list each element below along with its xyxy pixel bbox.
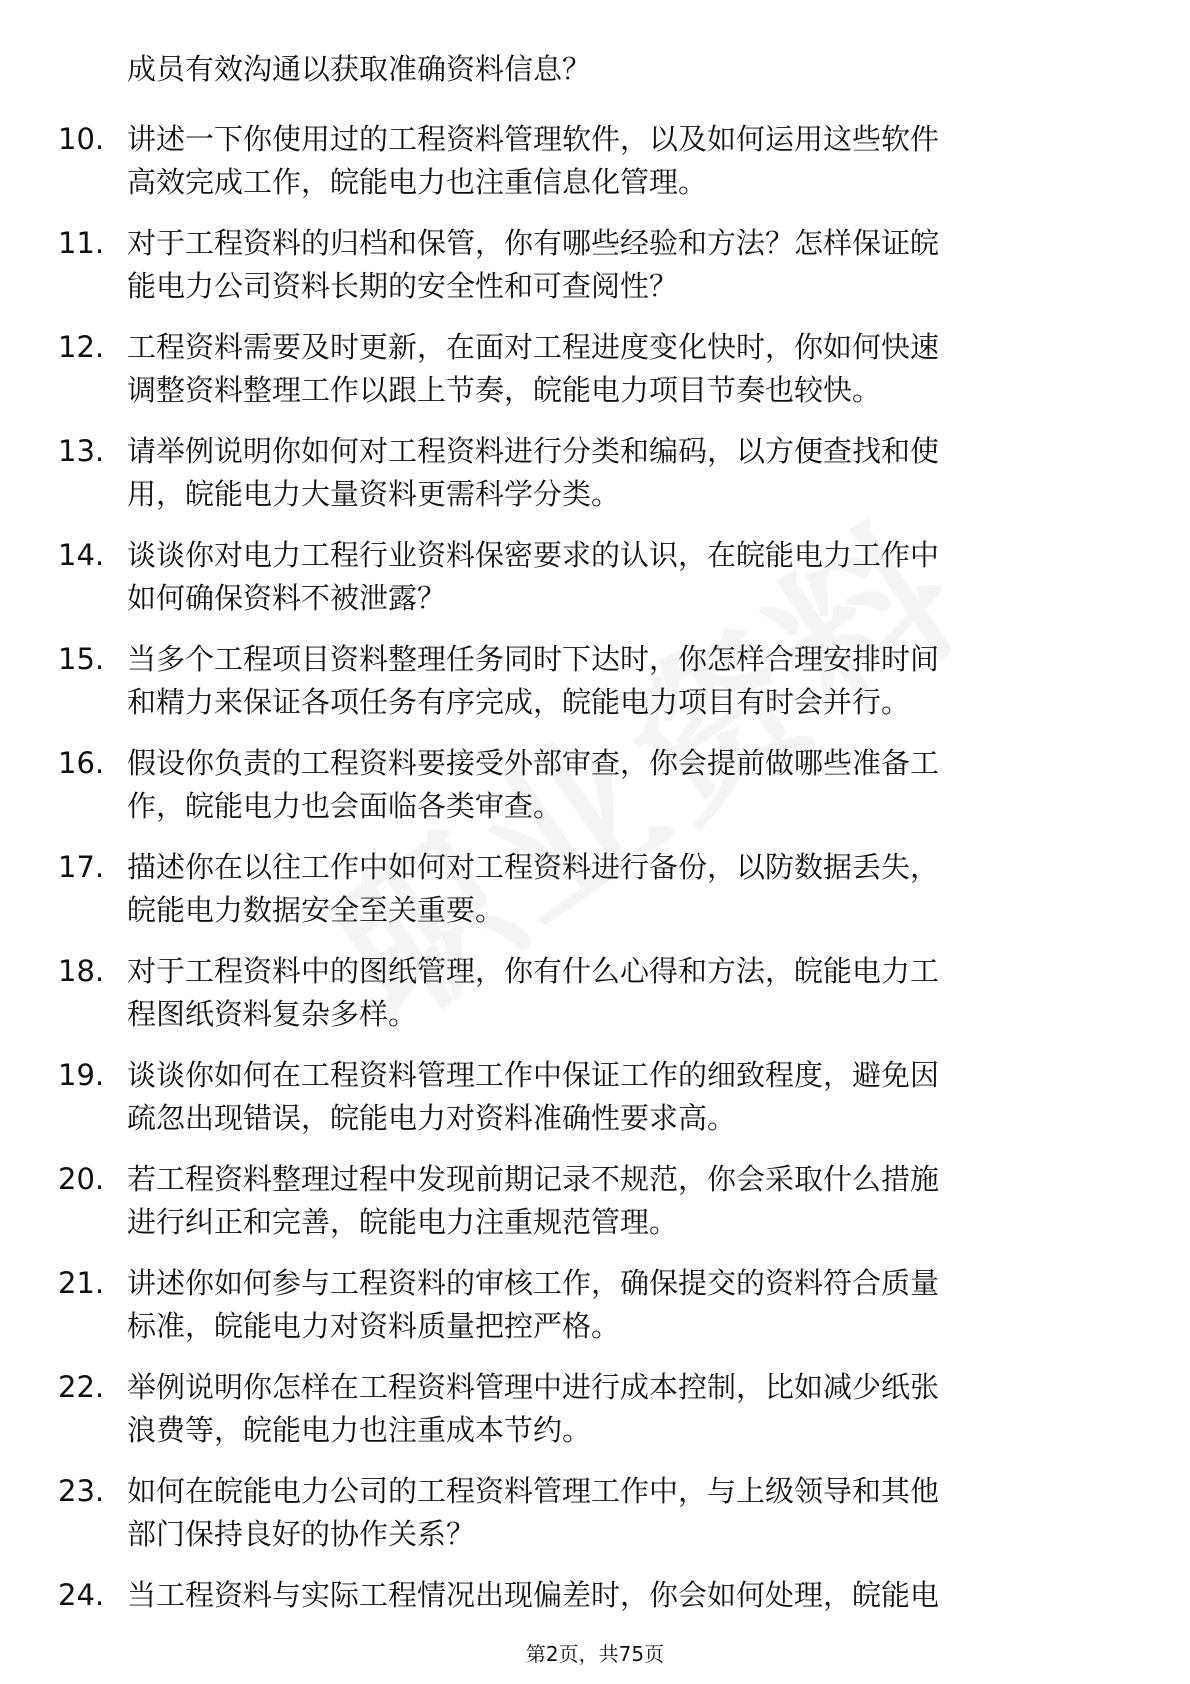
question-number: 24. — [58, 1578, 105, 1612]
question-text — [127, 1158, 1117, 1244]
question-number: 20. — [58, 1162, 105, 1196]
question-number: 17. — [58, 850, 105, 884]
question-item — [0, 1354, 1190, 1458]
question-text-line: 谈谈你如何在工程资料管理工作中保证工作的细致程度，避免因 — [127, 1058, 940, 1092]
question-text — [127, 222, 1117, 308]
question-text-line: 谈谈你对电力工程行业资料保密要求的认识，在皖能电力工作中 — [127, 538, 940, 572]
question-number: 22. — [58, 1370, 105, 1404]
question-text — [127, 1262, 1117, 1348]
question-text-line: 浪费等，皖能电力也注重成本节约。 — [127, 1413, 592, 1447]
question-text-line: 若工程资料整理过程中发现前期记录不规范，你会采取什么措施 — [127, 1162, 940, 1196]
page-footer: 第2页，共75页 — [525, 1642, 665, 1666]
question-number: 12. — [58, 330, 105, 364]
question-number: 14. — [58, 538, 105, 572]
question-text-line: 假设你负责的工程资料要接受外部审查，你会提前做哪些准备工 — [127, 746, 940, 780]
question-text — [127, 1366, 1117, 1452]
question-text-line: 标准，皖能电力对资料质量把控严格。 — [127, 1309, 621, 1343]
question-item — [0, 210, 1190, 314]
question-item — [0, 1458, 1190, 1562]
question-item — [0, 522, 1190, 626]
question-text-line: 描述你在以往工作中如何对工程资料进行备份，以防数据丢失， — [127, 850, 940, 884]
question-text — [127, 534, 1117, 620]
question-text-line: 对于工程资料中的图纸管理，你有什么心得和方法，皖能电力工 — [127, 954, 940, 988]
question-item — [0, 106, 1190, 210]
question-text-line: 皖能电力数据安全至关重要。 — [127, 893, 505, 927]
question-text-line: 当多个工程项目资料整理任务同时下达时，你怎样合理安排时间 — [127, 642, 940, 676]
question-text — [127, 118, 1117, 204]
question-item — [0, 626, 1190, 730]
question-number: 21. — [58, 1266, 105, 1300]
question-item — [0, 418, 1190, 522]
question-number: 11. — [58, 226, 105, 260]
question-text-line: 调整资料整理工作以跟上节奏，皖能电力项目节奏也较快。 — [127, 373, 882, 407]
question-text-line: 高效完成工作，皖能电力也注重信息化管理。 — [127, 165, 708, 199]
question-number: 15. — [58, 642, 105, 676]
continued-question-text: 成员有效沟通以获取准确资料信息？ — [127, 52, 592, 86]
question-item — [0, 1250, 1190, 1354]
question-text-line: 对于工程资料的归档和保管，你有哪些经验和方法？怎样保证皖 — [127, 226, 940, 260]
question-text-line: 作，皖能电力也会面临各类审查。 — [127, 789, 563, 823]
question-text-line: 部门保持良好的协作关系？ — [127, 1517, 476, 1551]
question-number: 18. — [58, 954, 105, 988]
question-item — [0, 1146, 1190, 1250]
question-number: 10. — [58, 122, 105, 156]
question-text — [127, 742, 1117, 828]
question-number: 16. — [58, 746, 105, 780]
question-text-line: 程图纸资料复杂多样。 — [127, 997, 418, 1031]
question-number: 23. — [58, 1474, 105, 1508]
question-item — [0, 314, 1190, 418]
question-text-line: 如何在皖能电力公司的工程资料管理工作中，与上级领导和其他 — [127, 1474, 940, 1508]
question-text — [127, 326, 1117, 412]
question-text — [127, 1470, 1117, 1556]
question-text-line: 当工程资料与实际工程情况出现偏差时，你会如何处理，皖能电 — [127, 1578, 940, 1612]
question-text-line: 和精力来保证各项任务有序完成，皖能电力项目有时会并行。 — [127, 685, 911, 719]
question-text — [127, 1054, 1117, 1140]
question-text-line: 进行纠正和完善，皖能电力注重规范管理。 — [127, 1205, 679, 1239]
question-item — [0, 1042, 1190, 1146]
question-text-line: 举例说明你怎样在工程资料管理中进行成本控制，比如减少纸张 — [127, 1370, 940, 1404]
question-text-line: 讲述一下你使用过的工程资料管理软件，以及如何运用这些软件 — [127, 122, 940, 156]
question-text — [127, 1574, 1117, 1617]
question-item — [0, 834, 1190, 938]
question-text — [127, 638, 1117, 724]
question-text-line: 工程资料需要及时更新，在面对工程进度变化快时，你如何快速 — [127, 330, 940, 364]
question-text-line: 讲述你如何参与工程资料的审核工作，确保提交的资料符合质量 — [127, 1266, 940, 1300]
question-text-line: 能电力公司资料长期的安全性和可查阅性？ — [127, 269, 679, 303]
question-item — [0, 938, 1190, 1042]
question-text — [127, 430, 1117, 516]
question-text — [127, 950, 1117, 1036]
question-item — [0, 730, 1190, 834]
question-text-line: 疏忽出现错误，皖能电力对资料准确性要求高。 — [127, 1101, 737, 1135]
question-text-line: 如何确保资料不被泄露？ — [127, 581, 447, 615]
question-number: 19. — [58, 1058, 105, 1092]
question-list — [0, 106, 1190, 1666]
question-number: 13. — [58, 434, 105, 468]
question-text-line: 用，皖能电力大量资料更需科学分类。 — [127, 477, 621, 511]
question-text — [127, 846, 1117, 932]
question-text-line: 请举例说明你如何对工程资料进行分类和编码，以方便查找和使 — [127, 434, 940, 468]
